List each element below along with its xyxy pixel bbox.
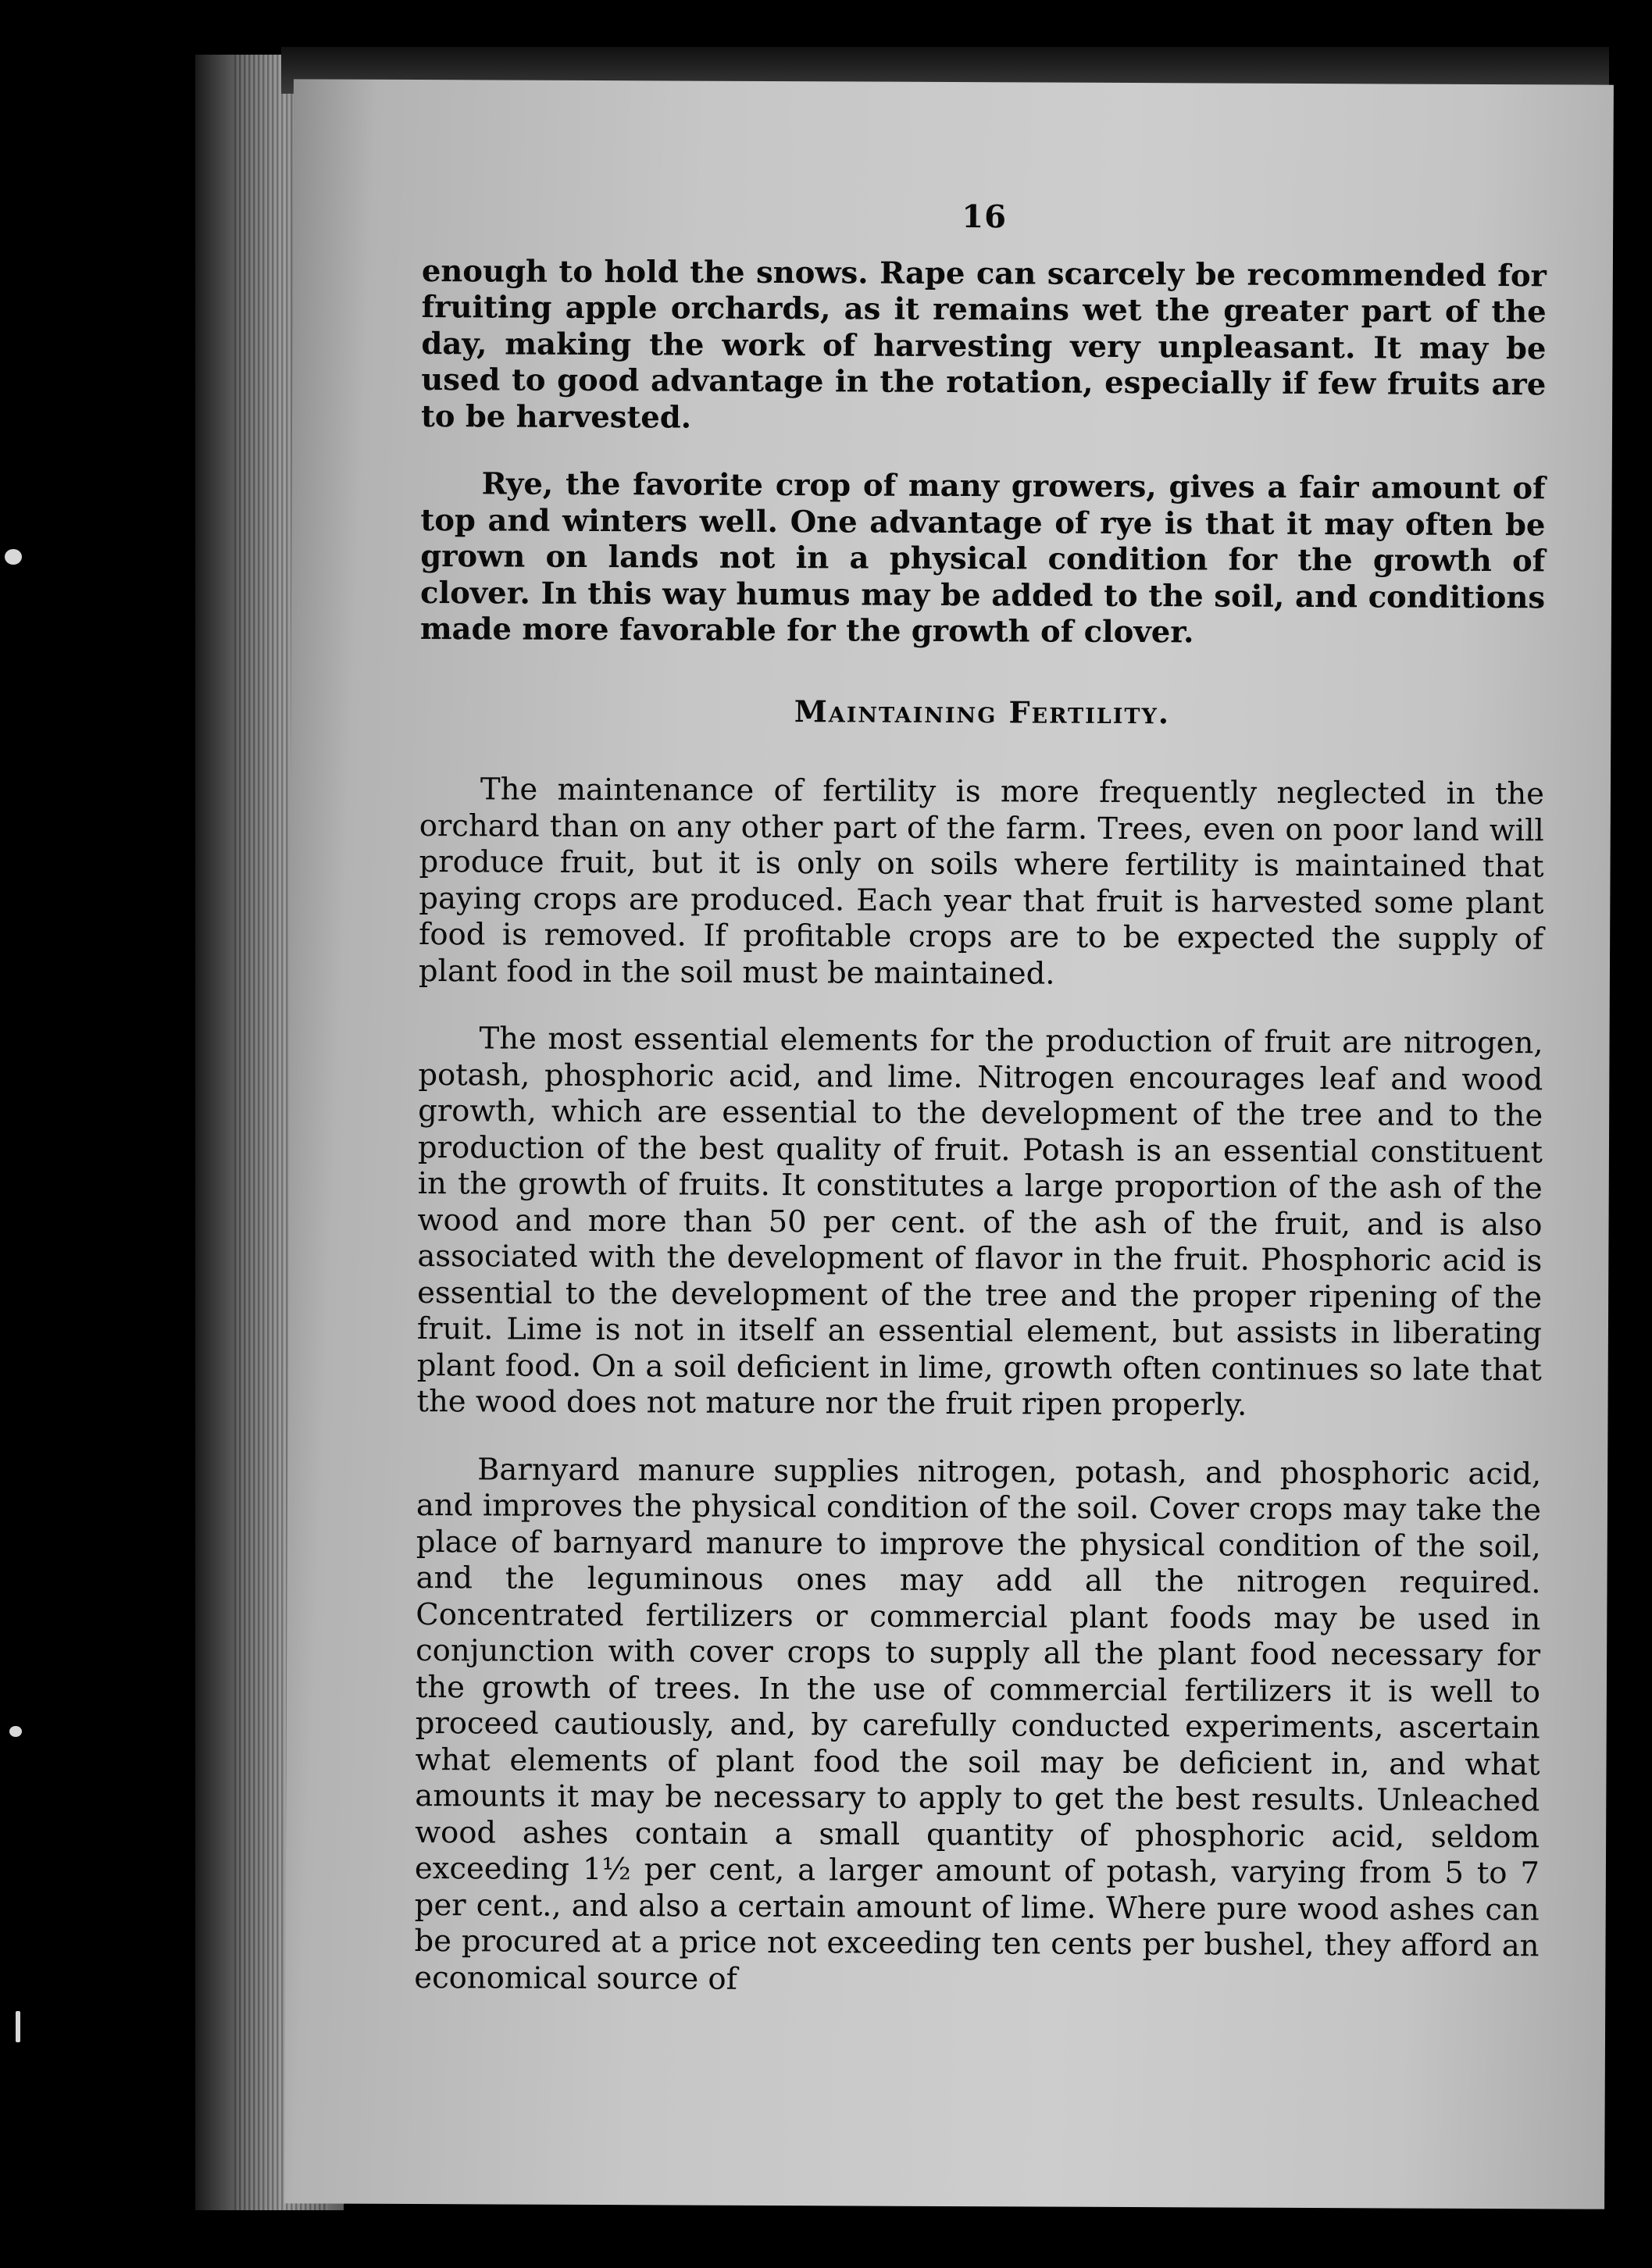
- margin-speck: [9, 1726, 22, 1737]
- margin-speck: [16, 2011, 20, 2042]
- section-heading: Maintaining Fertility.: [794, 693, 1171, 730]
- paragraph: Rye, the favorite crop of many growers, gives a fair amount of top and winters well. One advantage of rye is that it may often be grown on lands not in a physical condition for the growth of clover. In this way humus may be added to the soil, and conditions made more favorable for the growth of clover.: [419, 466, 1546, 651]
- paragraph: enough to hold the snows. Rape can scarcely be recommended for fruiting apple orchards, as it remains wet the greater part of the day, making the work of harvesting very unpleasant. It may be used to good advantage in the rotation, especially if few fruits are to be harvested.: [420, 253, 1547, 436]
- page-content: [414, 197, 1547, 2032]
- paragraph: Barnyard manure supplies nitrogen, potash, and phosphoric acid, and improves the physical condition of the soil. Cover crops may take the place of barnyard manure to improve the physical condition of the soil, and the leguminous ones may add all the nitrogen required. Concentrated fertilizers or commercial plant foods may be used in conjunction with cover crops to supply all the plant food necessary for the growth of trees. In the use of commercial fertilizers it is well to proceed cautiously, and, by carefully conducted experiments, ascertain what elements of plant food the soil may be deficient in, and what amounts it may be necessary to apply to get the best results. Unleached wood ashes contain a small quantity of phosphoric acid, seldom exceeding 1½ per cent, a larger amount of potash, varying from 5 to 7 per cent., and also a certain amount of lime. Where pure wood ashes can be procured at a price not exceeding ten cents per bushel, they afford an economical source of: [414, 1451, 1542, 1997]
- margin-speck: [5, 549, 22, 565]
- paragraph: The maintenance of fertility is more frequently neglected in the orchard than on any other part of the farm. Trees, even on poor land will produce fruit, but it is only on soils where fertility is maintained that paying crops are produced. Each year that fruit is harvested some plant food is removed. If profitable crops are to be expected the supply of plant food in the soil must be maintained.: [418, 772, 1545, 992]
- book-page: [284, 79, 1614, 2209]
- paragraph: The most essential elements for the production of fruit are nitrogen, potash, phosphoric acid, and lime. Nitrogen encourages leaf and wood growth, which are essential to the development of the tree and to the production of the best quality of fruit. Potash is an essential constituent in the growth of fruits. It constitutes a large proportion of the ash of the wood and more than 50 per cent. of the ash of the fruit, and is also associated with the development of flavor in the fruit. Phosphoric acid is essential to the development of the tree and the proper ripening of the fruit. Lime is not in itself an essential element, but assists in liberating plant food. On a soil deficient in lime, growth often continues so late that the wood does not mature nor the fruit ripen properly.: [416, 1021, 1543, 1423]
- page-number: 16: [962, 198, 1008, 236]
